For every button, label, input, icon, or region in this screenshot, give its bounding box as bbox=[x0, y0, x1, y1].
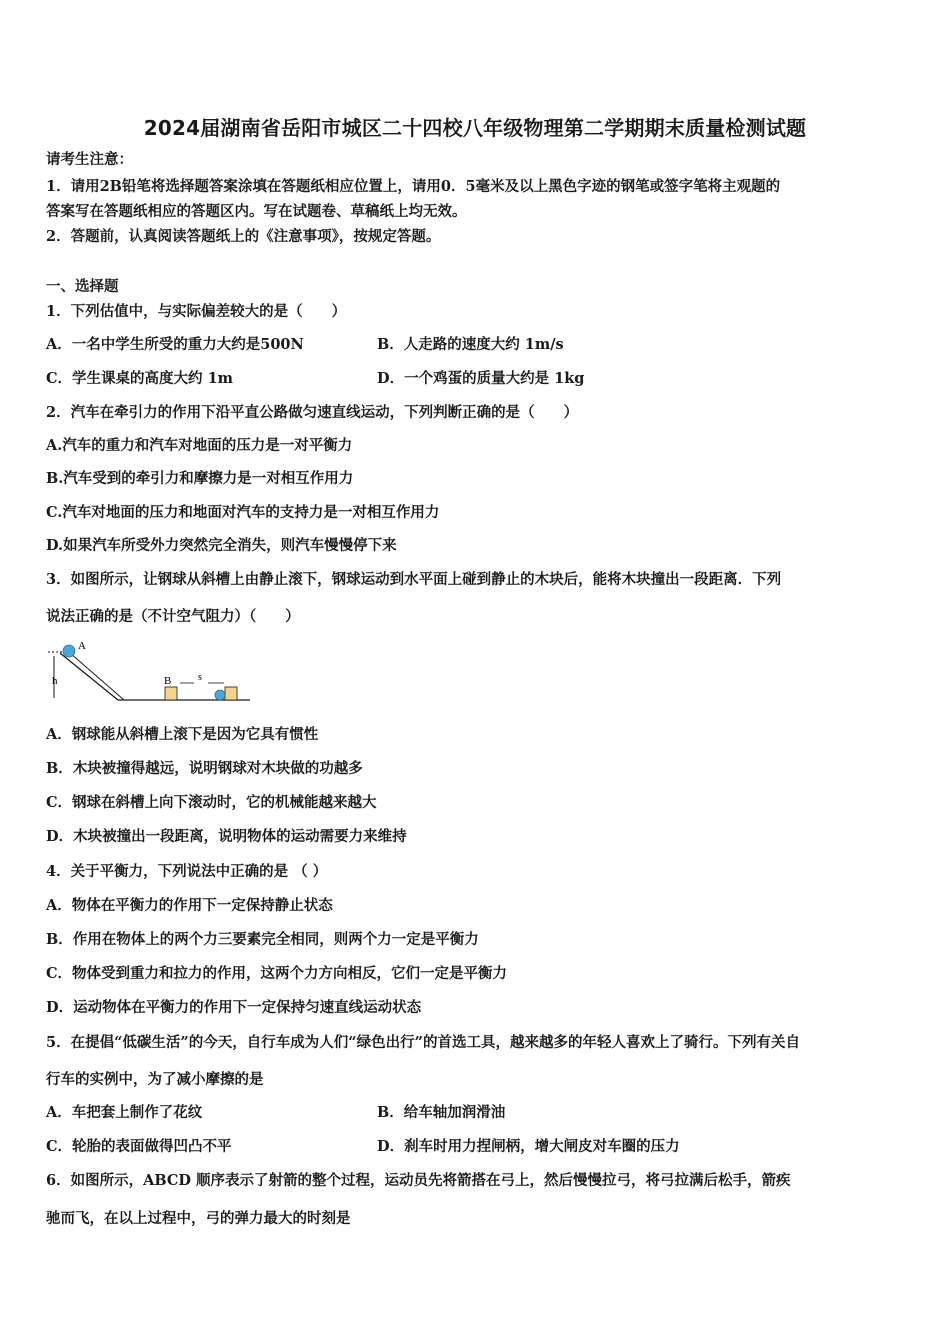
q6-stem-line-1: 6．如图所示，ABCD 顺序表示了射箭的整个过程，运动员先将箭搭在弓上，然后慢慢拉弓，将弓拉满后松手，箭疾 bbox=[46, 1172, 791, 1189]
q1-option-c: C．学生课桌的高度大约 1m bbox=[46, 370, 234, 387]
q4-stem: 4．关于平衡力，下列说法中正确的是 （ ） bbox=[46, 863, 328, 880]
q4-option-b: B．作用在物体上的两个力三要素完全相同，则两个力一定是平衡力 bbox=[46, 931, 479, 948]
q1-option-a: A．一名中学生所受的重力大约是500N bbox=[46, 336, 304, 353]
q6-stem-line-2: 驰而飞，在以上过程中，弓的弹力最大的时刻是 bbox=[46, 1210, 351, 1227]
q2-stem: 2．汽车在牵引力的作用下沿平直公路做匀速直线运动，下列判断正确的是（ ） bbox=[46, 404, 579, 421]
q3-option-b: B．木块被撞得越远，说明钢球对木块做的功越多 bbox=[46, 760, 363, 777]
q2-option-c: C.汽车对地面的压力和地面对汽车的支持力是一对相互作用力 bbox=[46, 504, 440, 521]
q3-option-a: A．钢球能从斜槽上滚下是因为它具有惯性 bbox=[46, 726, 319, 743]
q4-option-c: C．物体受到重力和拉力的作用，这两个力方向相反，它们一定是平衡力 bbox=[46, 965, 508, 982]
q3-stem-line-1: 3．如图所示，让钢球从斜槽上由静止滚下，钢球运动到水平面上碰到静止的木块后，能将木块撞出一段距离．下列 bbox=[46, 571, 782, 588]
q3-option-d: D．木块被撞出一段距离，说明物体的运动需要力来维持 bbox=[46, 828, 407, 845]
q2-option-b: B.汽车受到的牵引力和摩擦力是一对相互作用力 bbox=[46, 470, 354, 487]
q5-option-c: C．轮胎的表面做得凹凸不平 bbox=[46, 1138, 232, 1155]
notice-item-2: 2．答题前，认真阅读答题纸上的《注意事项》，按规定答题。 bbox=[46, 228, 441, 245]
label-b: B bbox=[164, 675, 172, 687]
label-s: s bbox=[198, 672, 202, 683]
q4-option-a: A．物体在平衡力的作用下一定保持静止状态 bbox=[46, 897, 333, 914]
q2-option-d: D.如果汽车所受外力突然完全消失，则汽车慢慢停下来 bbox=[46, 537, 397, 554]
q5-stem-line-2: 行车的实例中，为了减小摩擦的是 bbox=[46, 1071, 264, 1088]
section-heading: 一、选择题 bbox=[46, 278, 119, 295]
q1-stem: 1．下列估值中，与实际偏差较大的是（ ） bbox=[46, 303, 347, 320]
notice-item-1-line-1: 1．请用2B铅笔将选择题答案涂填在答题纸相应位置上，请用0．5毫米及以上黑色字迹的钢笔或签字笔将主观题的 bbox=[46, 178, 781, 195]
label-h: h bbox=[52, 675, 58, 687]
ramp-edge bbox=[70, 653, 124, 700]
q5-stem-line-1: 5．在提倡“低碳生活”的今天，自行车成为人们“绿色出行”的首选工具，越来越多的年轻人喜欢上了骑行。下列有关自 bbox=[46, 1034, 800, 1051]
q1-option-b: B．人走路的速度大约 1m/s bbox=[377, 336, 564, 353]
page-title: 2024届湖南省岳阳市城区二十四校八年级物理第二学期期末质量检测试题 bbox=[143, 116, 807, 140]
ramp-surface bbox=[60, 653, 118, 700]
q4-option-d: D．运动物体在平衡力的作用下一定保持匀速直线运动状态 bbox=[46, 999, 422, 1016]
notice-item-1-line-2: 答案写在答题纸相应的答题区内。写在试题卷、草稿纸上均无效。 bbox=[46, 203, 467, 220]
wood-block-b bbox=[165, 687, 177, 700]
label-a: A bbox=[78, 640, 86, 652]
q5-option-b: B．给车轴加润滑油 bbox=[377, 1104, 506, 1121]
q2-option-a: A.汽车的重力和汽车对地面的压力是一对平衡力 bbox=[46, 437, 353, 454]
wood-block-final bbox=[225, 687, 237, 700]
steel-ball-a bbox=[63, 645, 75, 657]
q5-option-d: D．刹车时用力捏闸柄，增大闸皮对车圈的压力 bbox=[377, 1138, 680, 1155]
q3-figure-ramp-diagram bbox=[44, 640, 256, 710]
q5-option-a: A．车把套上制作了花纹 bbox=[46, 1104, 203, 1121]
notice-heading: 请考生注意： bbox=[46, 151, 133, 168]
q1-option-d: D．一个鸡蛋的质量大约是 1kg bbox=[377, 370, 585, 387]
q3-option-c: C．钢球在斜槽上向下滚动时，它的机械能越来越大 bbox=[46, 794, 377, 811]
steel-ball-ground bbox=[215, 690, 225, 700]
q3-stem-line-2: 说法正确的是（不计空气阻力）（ ） bbox=[46, 608, 300, 625]
